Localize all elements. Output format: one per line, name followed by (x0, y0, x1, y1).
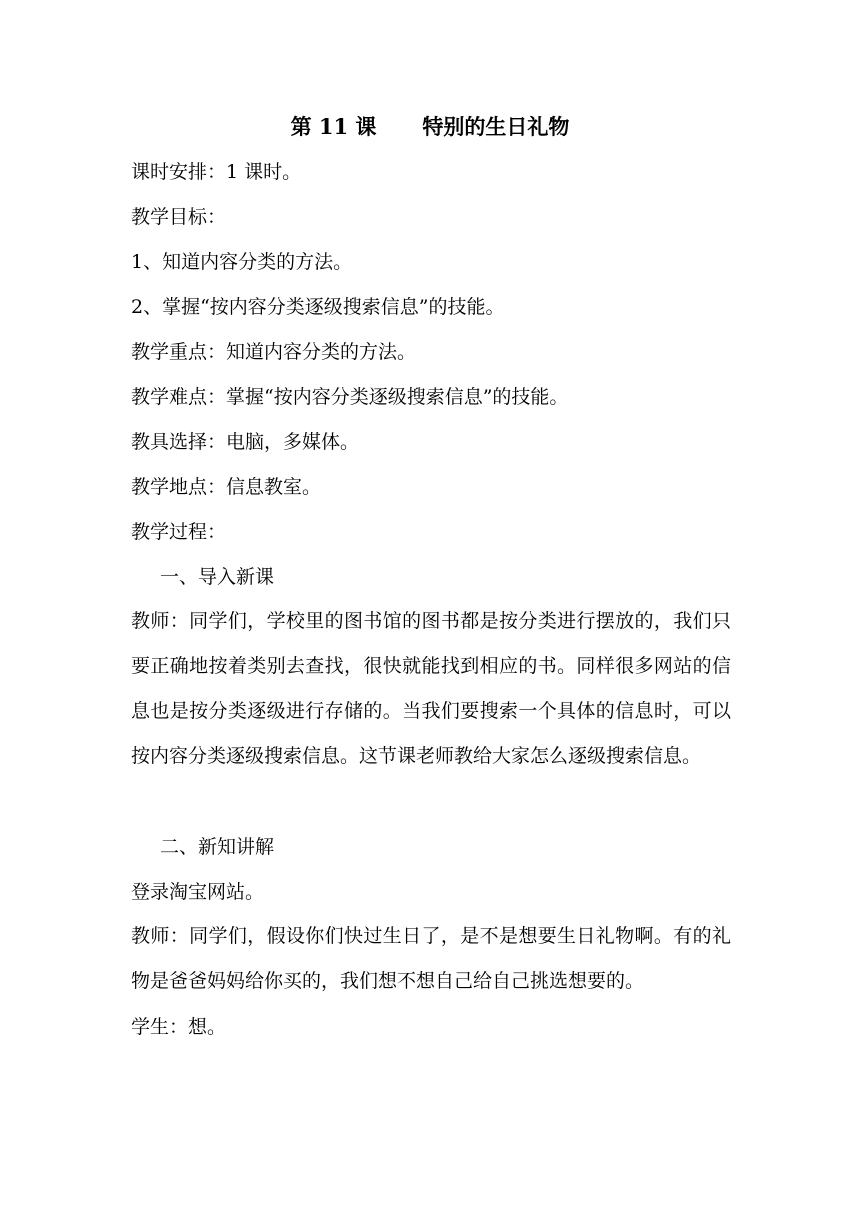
schedule-line: 课时安排：1 课时。 (131, 161, 302, 183)
difficulty-line: 教学难点：掌握“按内容分类逐级搜索信息”的技能。 (131, 386, 569, 408)
section-heading-new-knowledge: 二、新知讲解 (160, 836, 275, 858)
intro-paragraph: 教师：同学们，学校里的图书馆的图书都是按分类进行摆放的，我们只要正确地按着类别去查找，很快就能找到相应的书。同样很多网站的信息也是按分类逐级进行存储的。当我们要搜索一个具体的信息时，可以按内容分类逐级搜索信息。这节课老师教给大家怎么逐级搜索信息。 (131, 610, 731, 767)
student-line: 学生：想。 (131, 1016, 227, 1038)
lesson-number: 第 11 课 (290, 114, 377, 139)
location-line: 教学地点：信息教室。 (131, 476, 322, 498)
objective-item-1: 1、知道内容分类的方法。 (131, 251, 353, 273)
process-heading: 教学过程： (131, 521, 227, 543)
section-heading-intro: 一、导入新课 (160, 566, 275, 588)
key-point-line: 教学重点：知道内容分类的方法。 (131, 341, 417, 363)
lesson-name: 特别的生日礼物 (422, 114, 570, 139)
lesson-title (0, 110, 860, 144)
objective-item-2: 2、掌握“按内容分类逐级搜索信息”的技能。 (131, 296, 505, 318)
objectives-heading: 教学目标： (131, 206, 227, 228)
teacher-paragraph: 教师：同学们，假设你们快过生日了，是不是想要生日礼物啊。有的礼物是爸爸妈妈给你买的，我们想不想自己给自己挑选想要的。 (131, 925, 731, 992)
login-line: 登录淘宝网站。 (131, 881, 265, 903)
tools-line: 教具选择：电脑，多媒体。 (131, 431, 360, 453)
